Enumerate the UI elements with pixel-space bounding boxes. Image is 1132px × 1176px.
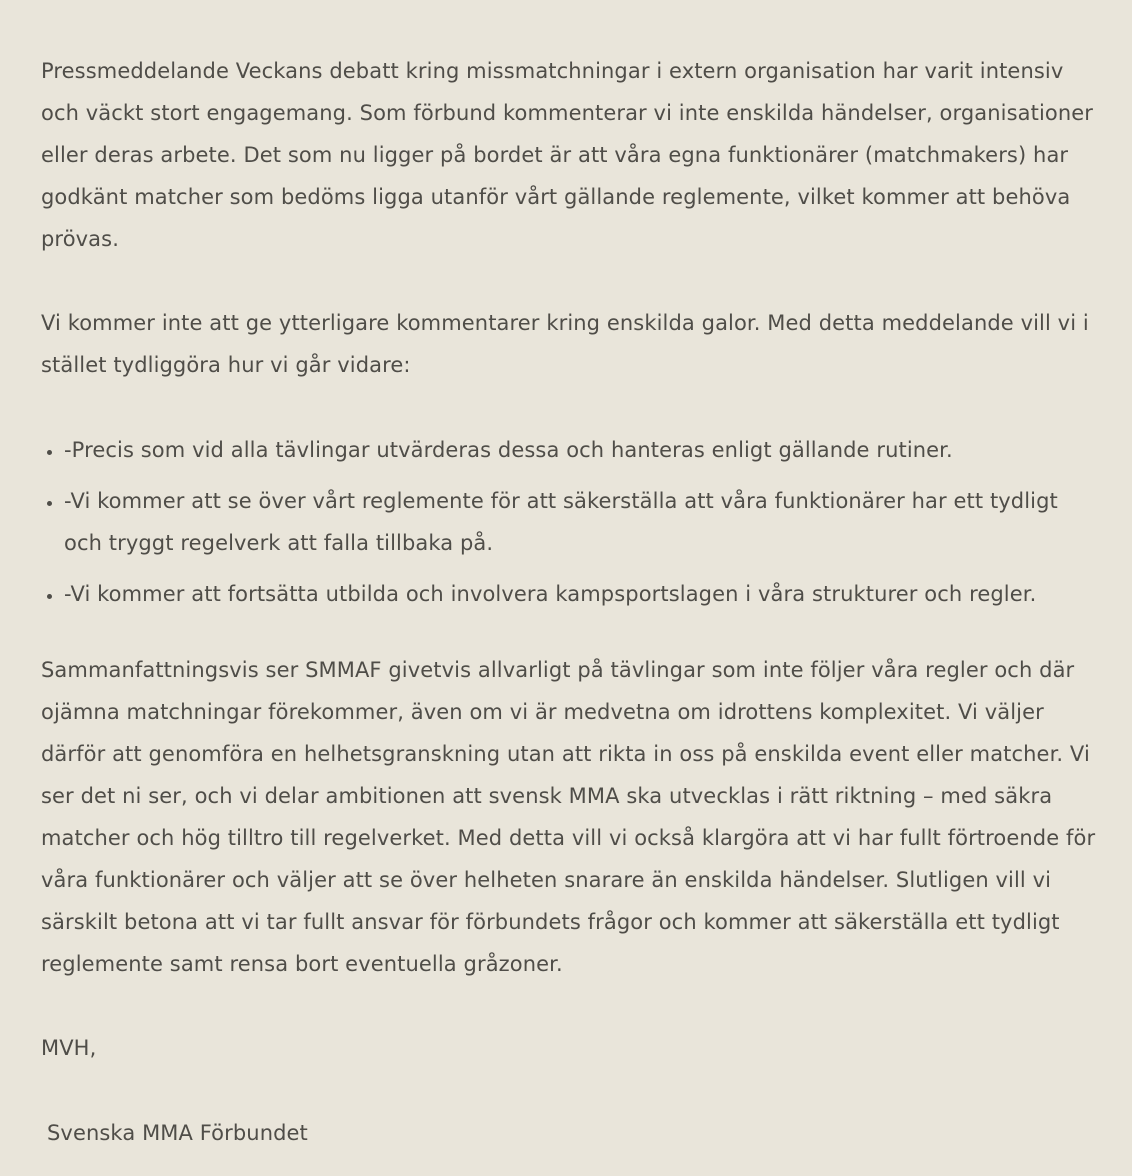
list-item: • -Precis som vid alla tävlingar utvärderas dessa och hanteras enligt gällande rutiner. [64, 429, 1101, 471]
list-item: • -Vi kommer att se över vårt reglemente för att säkerställa att våra funktionärer har ett tydligt och tryggt regelverk att falla tillbaka på. [64, 480, 1101, 564]
summary-paragraph: Sammanfattningsvis ser SMMAF givetvis allvarligt på tävlingar som inte följer våra regler och där ojämna matchningar förekommer, även om vi är medvetna om idrottens komplexitet. Vi väljer därför att genomföra en helhetsgranskning utan att rikta in oss på enskilda event eller matcher. Vi ser det ni ser, och vi delar ambitionen att svensk MMA ska utvecklas i rätt riktning – med säkra matcher och hög tilltro till regelverket. Med detta vill vi också klargöra att vi har fullt förtroende för våra funktionärer och väljer att se över helheten snarare än enskilda händelser. Slutligen vill vi särskilt betona att vi tar fullt ansvar för förbundets frågor och kommer att säkerställa ett tydligt reglemente samt rensa bort eventuella gråzoner. [41, 658, 1096, 976]
greeting: MVH, [41, 1036, 97, 1060]
intro-paragraph: Pressmeddelande Veckans debatt kring missmatchningar i extern organisation har varit intensiv och väckt stort engagemang. Som förbund kommenterar vi inte enskilda händelser, organisationer eller deras arbete. Det som nu ligger på bordet är att våra egna funktionärer (matchmakers) har godkänt matcher som bedöms ligga utanför vårt gällande reglemente, vilket kommer att behöva prövas. [41, 59, 1094, 251]
signature: Svenska MMA Förbundet [47, 1121, 308, 1145]
next-steps-paragraph: Vi kommer inte att ge ytterligare kommentarer kring enskilda galor. Med detta meddelande vill vi i stället tydliggöra hur vi går vidare: [41, 311, 1089, 377]
action-list [41, 429, 1101, 615]
press-release-article [41, 50, 1101, 1154]
list-item: • -Vi kommer att fortsätta utbilda och involvera kampsportslagen i våra strukturer och regler. [64, 573, 1101, 615]
